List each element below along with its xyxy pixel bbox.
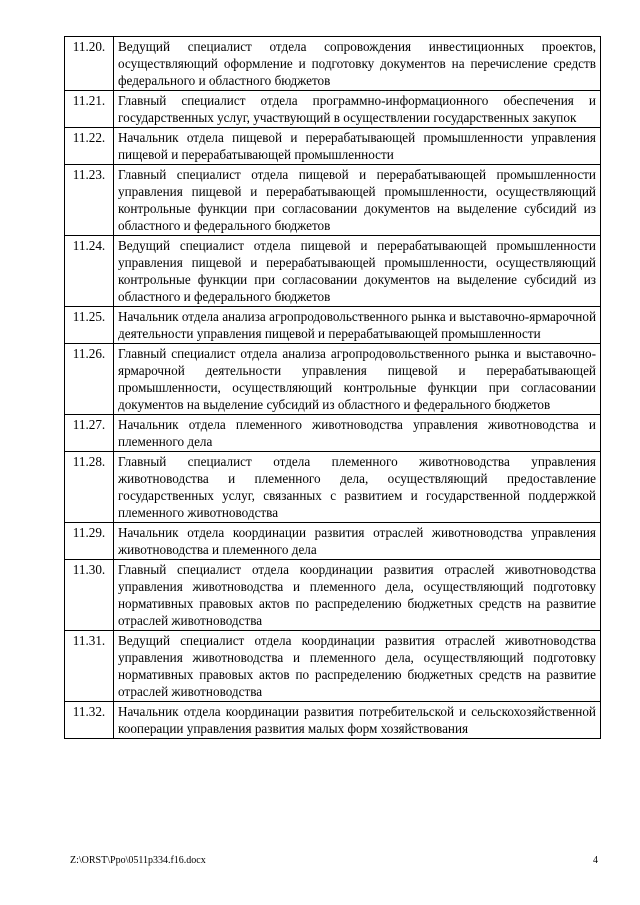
row-position-text: Начальник отдела пищевой и перерабатывающей промышленности управления пищевой и перерабатывающей промышленности xyxy=(114,128,601,165)
row-number: 11.22. xyxy=(65,128,114,165)
row-number: 11.25. xyxy=(65,307,114,344)
table-row xyxy=(65,165,601,236)
row-position-text: Начальник отдела координации развития потребительской и сельскохозяйственной кооперации управления развития малых форм хозяйствования xyxy=(114,702,601,739)
positions-table-body xyxy=(65,37,601,739)
row-number: 11.20. xyxy=(65,37,114,91)
row-position-text: Ведущий специалист отдела координации развития отраслей животноводства управления животноводства и племенного дела, осуществляющий подготовку нормативных правовых актов по распределению бюджетных средств на развитие отраслей животноводства xyxy=(114,631,601,702)
positions-table xyxy=(64,36,601,739)
table-row xyxy=(65,236,601,307)
table-row xyxy=(65,344,601,415)
table-row xyxy=(65,37,601,91)
row-number: 11.31. xyxy=(65,631,114,702)
row-position-text: Главный специалист отдела анализа агропродовольственного рынка и выставочно-ярмарочной деятельности управления пищевой и перерабатывающей промышленности, осуществляющий контрольные функции при согласовании документов на выделение субсидий из областного и федерального бюджетов xyxy=(114,344,601,415)
row-position-text: Ведущий специалист отдела пищевой и перерабатывающей промышленности управления пищевой и перерабатывающей промышленности, осуществляющий контрольные функции при согласовании документов на выделение субсидий из областного и федерального бюджетов xyxy=(114,236,601,307)
row-number: 11.21. xyxy=(65,91,114,128)
row-position-text: Начальник отдела координации развития отраслей животноводства управления животноводства и племенного дела xyxy=(114,523,601,560)
row-position-text: Начальник отдела племенного животноводства управления животноводства и племенного дела xyxy=(114,415,601,452)
row-position-text: Ведущий специалист отдела сопровождения инвестиционных проектов, осуществляющий оформление и подготовку документов на перечисление средств федерального и областного бюджетов xyxy=(114,37,601,91)
row-number: 11.23. xyxy=(65,165,114,236)
row-number: 11.29. xyxy=(65,523,114,560)
table-row xyxy=(65,452,601,523)
row-number: 11.26. xyxy=(65,344,114,415)
table-row xyxy=(65,631,601,702)
row-position-text: Главный специалист отдела пищевой и перерабатывающей промышленности управления пищевой и перерабатывающей промышленности, осуществляющий контрольные функции при согласовании документов на выделение субсидий из областного и федерального бюджетов xyxy=(114,165,601,236)
footer-file-path: Z:\ORST\Ppo\0511p334.f16.docx xyxy=(70,855,206,866)
row-number: 11.27. xyxy=(65,415,114,452)
row-number: 11.32. xyxy=(65,702,114,739)
row-position-text: Главный специалист отдела программно-информационного обеспечения и государственных услуг, участвующий в осуществлении государственных закупок xyxy=(114,91,601,128)
row-position-text: Главный специалист отдела племенного животноводства управления животноводства и племенного дела, осуществляющий предоставление государственных услуг, связанных с развитием и государственной поддержкой племенного животноводства xyxy=(114,452,601,523)
table-row xyxy=(65,91,601,128)
table-row xyxy=(65,307,601,344)
table-row xyxy=(65,128,601,165)
table-row xyxy=(65,415,601,452)
row-position-text: Главный специалист отдела координации развития отраслей животноводства управления животноводства и племенного дела, осуществляющий подготовку нормативных правовых актов по распределению бюджетных средств на развитие отраслей животноводства xyxy=(114,560,601,631)
row-number: 11.30. xyxy=(65,560,114,631)
table-row xyxy=(65,523,601,560)
row-number: 11.24. xyxy=(65,236,114,307)
row-position-text: Начальник отдела анализа агропродовольственного рынка и выставочно-ярмарочной деятельности управления пищевой и перерабатывающей промышленности xyxy=(114,307,601,344)
table-row xyxy=(65,560,601,631)
footer-page-number: 4 xyxy=(593,855,598,866)
row-number: 11.28. xyxy=(65,452,114,523)
table-row xyxy=(65,702,601,739)
